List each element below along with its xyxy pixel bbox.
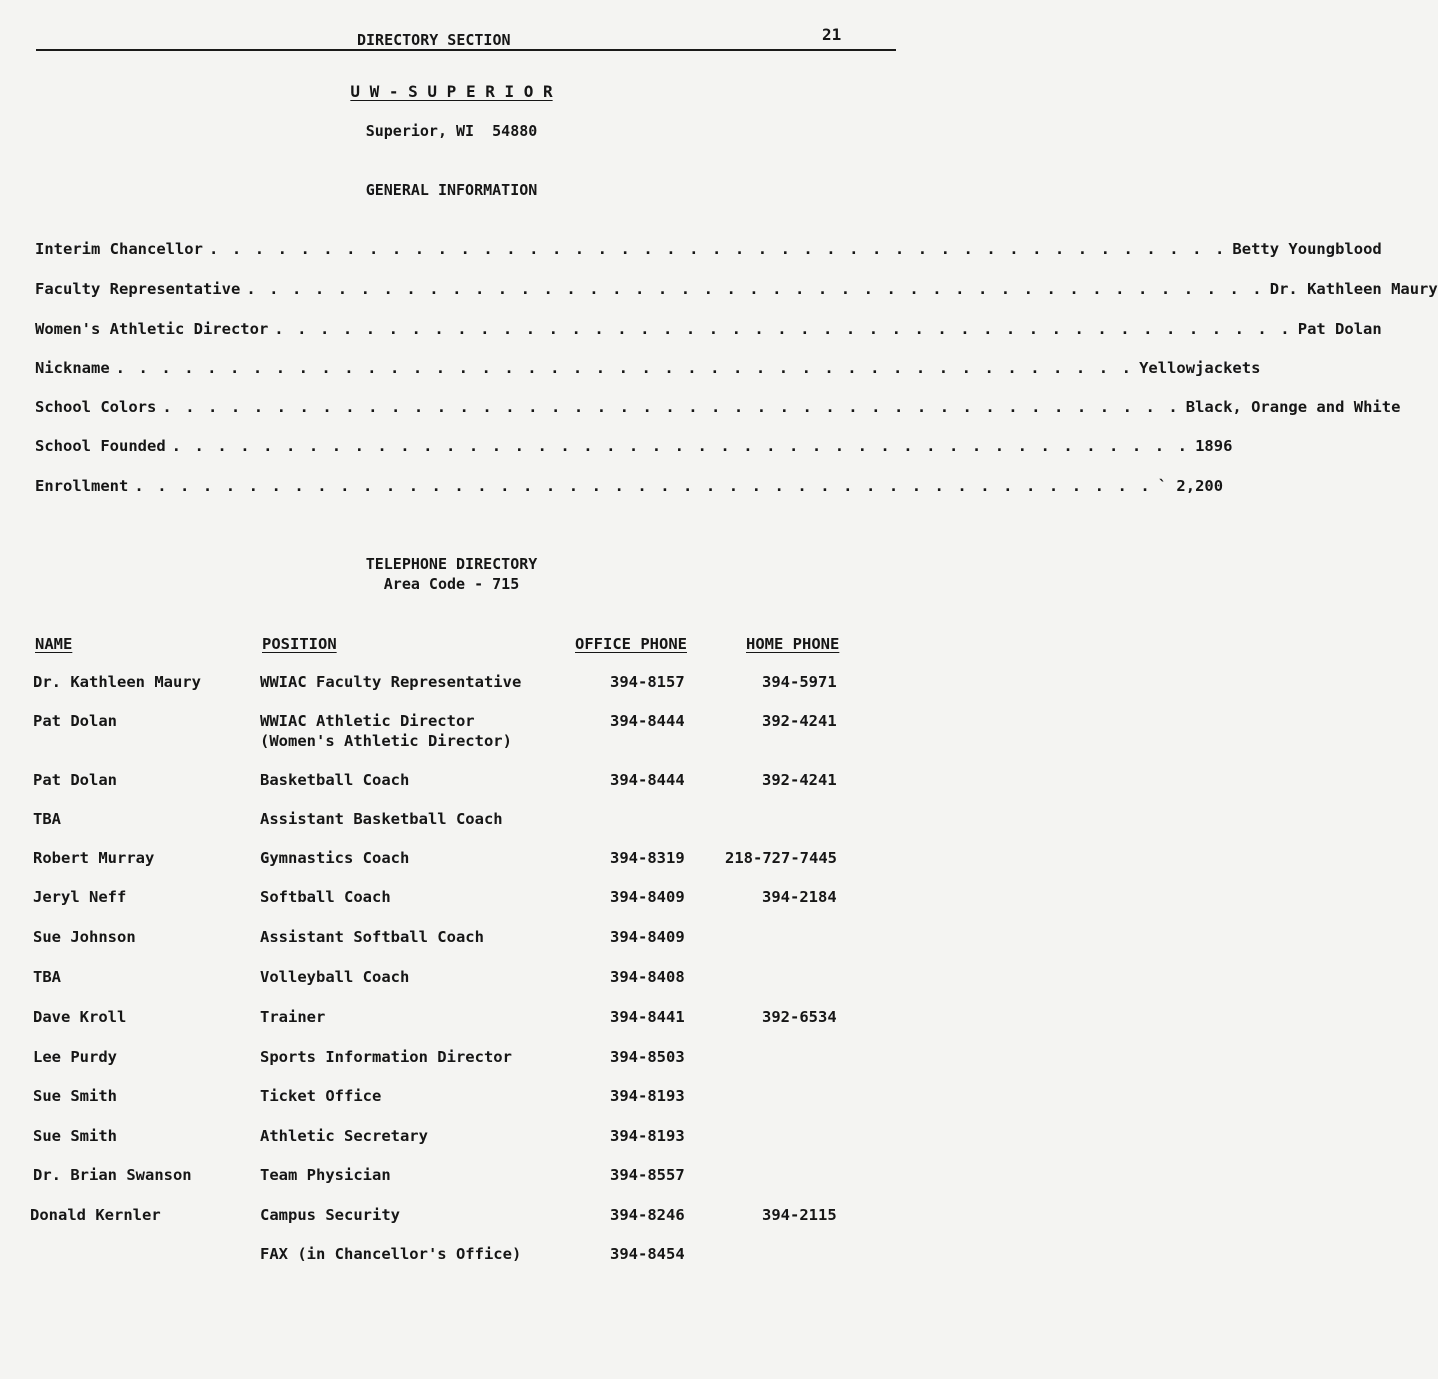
contact-position-secondary: (Women's Athletic Director) [260,732,512,750]
area-code: Area Code - 715 [383,575,520,593]
gi-value: Yellowjackets [1139,359,1261,377]
gi-value: Betty Youngblood [1232,240,1382,258]
contact-name: Dr. Brian Swanson [33,1166,192,1184]
gi-row [35,437,1233,455]
table-row [0,1206,903,1228]
leader-dots: . . . . . . . . . . . . . . . . . . . . . . . . . . . . . . . . . . . . . . . . . . . . . [274,320,1292,338]
gi-label: Enrollment [35,477,129,495]
contact-position: Basketball Coach [260,771,410,789]
gi-label: Women's Athletic Director [35,320,269,338]
home-phone: 392-4241 [762,712,837,730]
column-header-home-phone: HOME PHONE [746,635,840,653]
contact-name: Pat Dolan [33,771,117,789]
contact-position: Trainer [260,1008,326,1026]
office-phone: 394-8246 [610,1206,685,1224]
office-phone: 394-8441 [610,1008,685,1026]
office-phone: 394-8408 [610,968,685,986]
gi-label: Nickname [35,359,110,377]
gi-row [35,477,1224,495]
page-number: 21 [822,25,842,44]
office-phone: 394-8444 [610,712,685,730]
home-phone: 392-4241 [762,771,837,789]
telephone-directory-title: TELEPHONE DIRECTORY [365,555,538,573]
contact-position: Assistant Basketball Coach [260,810,503,828]
section-title: DIRECTORY SECTION [357,31,511,49]
contact-name: Sue Johnson [33,928,136,946]
leader-dots: . . . . . . . . . . . . . . . . . . . . . . . . . . . . . . . . . . . . . . . . . . . . . [115,359,1134,377]
contact-name: TBA [33,968,61,986]
contact-position: Sports Information Director [260,1048,512,1066]
contact-position: Softball Coach [260,888,391,906]
contact-position: Athletic Secretary [260,1127,428,1145]
column-header-position: POSITION [262,635,337,653]
home-phone: 394-2184 [762,888,837,906]
general-info-title: GENERAL INFORMATION [365,181,538,199]
contact-position: FAX (in Chancellor's Office) [260,1245,522,1263]
contact-name: Lee Purdy [33,1048,117,1066]
gi-row [35,320,1382,338]
office-phone: 394-8503 [610,1048,685,1066]
contact-name: TBA [33,810,61,828]
office-phone: 394-8193 [610,1127,685,1145]
gi-row [35,240,1382,258]
home-phone: 394-5971 [762,673,837,691]
gi-value: 1896 [1195,437,1233,455]
contact-position: Volleyball Coach [260,968,410,986]
office-phone: 394-8444 [610,771,685,789]
gi-label: School Founded [35,437,166,455]
table-row [0,1048,903,1070]
leader-dots: . . . . . . . . . . . . . . . . . . . . . . . . . . . . . . . . . . . . . . . . . . . . . [162,398,1180,416]
gi-row [35,359,1261,377]
contact-position: Ticket Office [260,1087,382,1105]
table-row [0,1127,903,1149]
home-phone: 218-727-7445 [725,849,837,867]
contact-name: Jeryl Neff [33,888,127,906]
gi-row [35,280,1438,298]
table-row [0,712,903,750]
contact-position: Team Physician [260,1166,391,1184]
contact-name: Robert Murray [33,849,155,867]
table-row [0,849,903,871]
gi-row [35,398,1401,416]
office-phone: 394-8409 [610,928,685,946]
column-header-office-phone: OFFICE PHONE [575,635,687,653]
home-phone: 392-6534 [762,1008,837,1026]
gi-value: Dr. Kathleen Maury [1269,280,1438,298]
gi-label: Interim Chancellor [35,240,203,258]
contact-name: Sue Smith [33,1127,117,1145]
school-name: U W - S U P E R I O R [350,82,553,101]
table-row [0,771,903,793]
gi-value: Pat Dolan [1297,320,1382,338]
office-phone: 394-8454 [610,1245,685,1263]
leader-dots: . . . . . . . . . . . . . . . . . . . . . . . . . . . . . . . . . . . . . . . . . . . . . [171,437,1190,455]
gi-label: School Colors [35,398,157,416]
table-row [0,1166,903,1188]
table-row [0,928,903,950]
leader-dots: . . . . . . . . . . . . . . . . . . . . . . . . . . . . . . . . . . . . . . . . . . . . . [208,240,1227,258]
office-phone: 394-8193 [610,1087,685,1105]
contact-position: Assistant Softball Coach [260,928,484,946]
contact-position: Campus Security [260,1206,400,1224]
table-row [0,968,903,990]
leader-dots: . . . . . . . . . . . . . . . . . . . . . . . . . . . . . . . . . . . . . . . . . . . . . [246,280,1264,298]
header-rule [36,49,896,51]
office-phone: 394-8319 [610,849,685,867]
home-phone: 394-2115 [762,1206,837,1224]
contact-position: WWIAC Athletic Director [260,712,475,730]
contact-name: Dave Kroll [33,1008,127,1026]
office-phone: 394-8157 [610,673,685,691]
contact-position: WWIAC Faculty Representative [260,673,522,691]
contact-position: Gymnastics Coach [260,849,410,867]
table-row [0,1008,903,1030]
table-row [0,888,903,910]
office-phone: 394-8557 [610,1166,685,1184]
leader-dots: . . . . . . . . . . . . . . . . . . . . . . . . . . . . . . . . . . . . . . . . . . . . . [134,477,1152,495]
school-city: Superior, WI 54880 [365,122,538,140]
contact-name: Pat Dolan [33,712,117,730]
office-phone: 394-8409 [610,888,685,906]
column-header-name: NAME [35,635,73,653]
table-row [0,1245,903,1267]
table-row [0,1087,903,1109]
gi-value: Black, Orange and White [1185,398,1401,416]
gi-value: ` 2,200 [1157,477,1224,495]
contact-name: Donald Kernler [30,1206,161,1224]
contact-name: Sue Smith [33,1087,117,1105]
gi-label: Faculty Representative [35,280,241,298]
table-row [0,673,903,695]
contact-name: Dr. Kathleen Maury [33,673,201,691]
table-row [0,810,903,832]
